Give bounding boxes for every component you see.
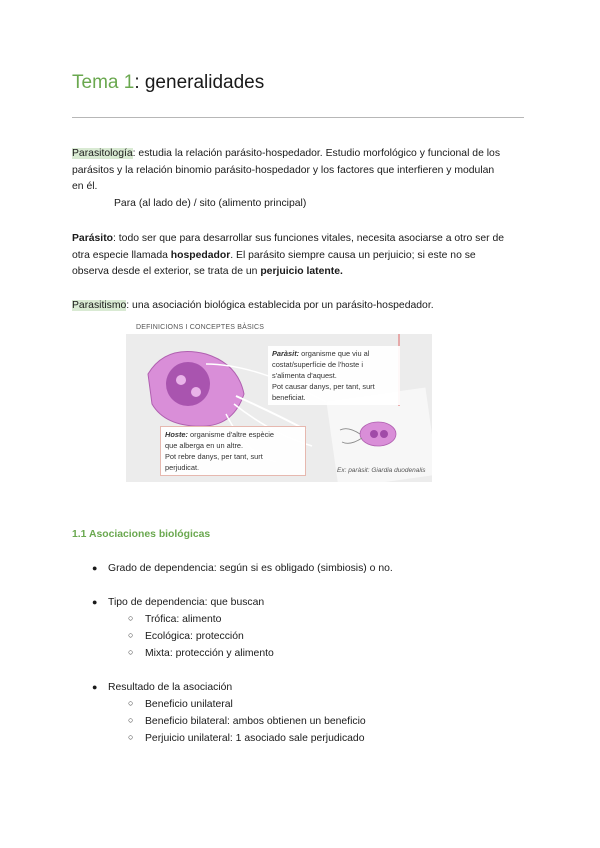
etymology-line: Para (al lado de) / sito (alimento principal) [114, 198, 307, 209]
list-item-3-sub-2: Beneficio bilateral: ambos obtienen un beneficio [145, 716, 366, 727]
parasit-label-l3: s'alimenta d'aquest. [272, 371, 337, 380]
list-item-2-sub-2: Ecológica: protección [145, 631, 244, 642]
list-item-3-sub-1: Beneficio unilateral [145, 699, 233, 710]
hoste-label-l2: que alberga en un altre. [165, 441, 244, 450]
hoste-label-l4: perjudicat. [165, 463, 200, 472]
parasit-label-l4: Pot causar danys, per tant, surt [272, 382, 375, 391]
parasitologia-paragraph [72, 146, 528, 196]
list-item-2-sub-1: Trófica: alimento [145, 614, 222, 625]
parasite-figure [126, 334, 432, 482]
title-divider [72, 117, 524, 118]
parasito-line-2 [72, 248, 528, 265]
hoste-label-l1: organisme d'altre espècie [188, 430, 275, 439]
parasito-line-3 [72, 264, 528, 281]
sub-bullet-icon: ○ [128, 630, 134, 640]
parasit-label-l1: organisme que viu al [299, 349, 370, 358]
parasitismo-paragraph [72, 298, 528, 315]
parasitismo-text: : una asociación biológica establecida por un parásito-hospedador. [126, 300, 434, 311]
parasit-label-head: Paràsit: [272, 349, 300, 358]
parasitologia-term: Parasitología [72, 148, 133, 159]
sub-bullet-icon: ○ [128, 698, 134, 708]
hospedador-term: hospedador [170, 249, 231, 261]
sub-bullet-icon: ○ [128, 613, 134, 623]
parasito-line-1 [72, 231, 528, 248]
figure-top-text: DEFINICIONS I CONCEPTES BÀSICS [136, 324, 265, 331]
figure-caption: Ex: paràsit: Giardia duodenalis [337, 467, 426, 474]
list-item-2-sub-3: Mixta: protección y alimento [145, 648, 274, 659]
sub-bullet-icon: ○ [128, 732, 134, 742]
list-item-3: Resultado de la asociación [108, 682, 233, 693]
parasitologia-line-2: parásitos y la relación binomio parásito-hospedador y los factores que interfieren y modulan [72, 164, 495, 176]
parasit-label-box [268, 346, 400, 405]
hoste-label-head: Hoste: [165, 430, 188, 439]
section-heading: 1.1 Asociaciones biológicas [72, 529, 211, 540]
parasito-text-2a: otra especie llamada [72, 249, 171, 261]
sub-bullet-icon: ○ [128, 647, 134, 657]
list-item-3-sub-3: Perjuicio unilateral: 1 asociado sale perjudicado [145, 733, 365, 744]
hoste-label-line-1 [165, 429, 301, 440]
list-item-2: Tipo de dependencia: que buscan [108, 597, 265, 608]
parasit-label-l5: beneficiat. [272, 393, 306, 402]
parasitismo-term: Parasitismo [72, 300, 127, 311]
parasit-label-line-1 [272, 348, 396, 359]
parasito-text-2c: . El parásito siempre causa un perjuicio; si este no se [230, 249, 476, 261]
list-item-1: Grado de dependencia: según si es obligado (simbiosis) o no. [108, 563, 393, 574]
perjuicio-latente-term: perjuicio latente. [260, 266, 343, 277]
bullet-icon: ● [92, 597, 98, 607]
title-prefix: Tema 1 [72, 72, 135, 93]
parasito-text-1: : todo ser que para desarrollar sus funciones vitales, necesita asociarse a otro ser de [113, 233, 505, 244]
parasitologia-line-1 [72, 146, 528, 163]
sub-bullet-icon: ○ [128, 715, 134, 725]
parasit-label-l2: costat/superfície de l'hoste i [272, 360, 363, 369]
hoste-label-box [160, 426, 306, 476]
bullet-icon: ● [92, 682, 98, 692]
parasitologia-line-3: en él. [72, 181, 98, 192]
parasitologia-text-1: : estudia la relación parásito-hospedador. Estudio morfológico y funcional de los [132, 148, 501, 159]
parasito-term: Parásito [72, 233, 114, 244]
bullet-icon: ● [92, 563, 98, 573]
hoste-label-l3: Pot rebre danys, per tant, surt [165, 452, 263, 461]
parasito-paragraph [72, 231, 528, 281]
title-suffix: : generalidades [134, 72, 265, 93]
parasito-text-3a: observa desde el exterior, se trata de un [72, 266, 261, 277]
page-title [72, 72, 264, 94]
